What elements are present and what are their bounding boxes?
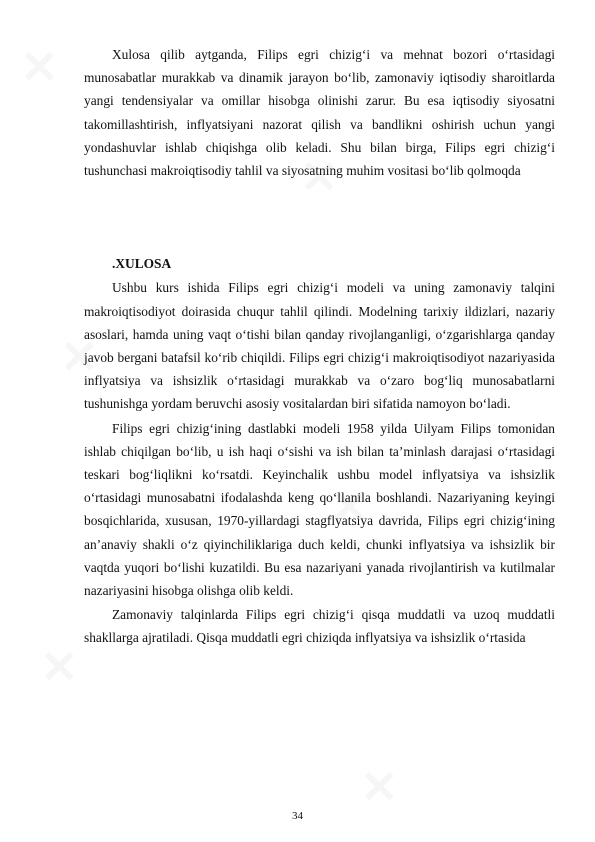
paragraph-conclusion-1: Ushbu kurs ishida Filips egri chizig‘i modeli va uning zamonaviy talqini makroiqtisodiyot doirasida chuqur tahlil qilindi. Modelning tarixiy ildizlari, nazariy asoslari, hamda uning vaqt o‘tishi bilan qanday rivojlanganligi, o‘zgarishlarga qanday javob bergani batafsil ko‘rib chiqildi. Filips egri chizig‘i makroiqtisodiyot nazariyasida inflyatsiya va ishsizlik o‘rtasidagi murakkab va o‘zaro bog‘liq munosabatlarni tushunishga yordam beruvchi asosiy vositalardan biri sifatida namoyon bo‘ladi. — [84, 280, 555, 412]
paragraph-conclusion-2: Filips egri chizig‘ining dastlabki modeli 1958 yilda Uilyam Filips tomonidan ishlab chiqilgan bo‘lib, u ish haqi o‘sishi va ish bilan ta’minlash darajasi o‘rtasidagi teskari bog‘liqlikni ko‘rsatdi. Keyinchalik ushbu model inflyatsiya va ishsizlik o‘rtasidagi munosabatni ifodalashda keng qo‘llanila boshlandi. Nazariyaning keyingi bosqichlarida, xususan, 1970-yillardagi stagflyatsiya davrida, Filips egri chizig‘ining an’anaviy shakli o‘z qiyinchiliklariga duch keldi, chunki inflyatsiya va ishsizlik bir vaqtda yuqori bo‘lishi kuzatildi. Bu esa nazariyani yanada rivojlantirish va kutilmalar nazariyasini hisobga olishga olib keldi. — [84, 420, 555, 599]
paragraph-conclusion-3: Zamonaviy talqinlarda Filips egri chizig‘i qisqa muddatli va uzoq muddatli shakllarga ajratiladi. Qisqa muddatli egri chiziqda inflyatsiya va ishsizlik o‘rtasida — [84, 607, 555, 646]
page-number: 34 — [292, 810, 303, 822]
document-body — [84, 43, 555, 650]
section-gap — [84, 182, 555, 252]
paragraph-conclusion-intro: Xulosa qilib aytganda, Filips egri chizig‘i va mehnat bozori o‘rtasidagi munosabatlar murakkab va dinamik jarayon bo‘lib, zamonaviy iqtisodiy sharoitlarda yangi tendensiyalar va omillar hisobga olinishi zarur. Bu esa iqtisodiy siyosatni takomillashtirish, inflyatsiyani nazorat qilish va bandlikni oshirish uchun yangi yondashuvlar ishlab chiqishga olib keladi. Shu bilan birga, Filips egri chizig‘i tushunchasi makroiqtisodiy tahlil va siyosatning muhim vositasi bo‘lib qolmoqda — [84, 47, 555, 179]
section-heading: .XULOSA — [112, 256, 172, 272]
